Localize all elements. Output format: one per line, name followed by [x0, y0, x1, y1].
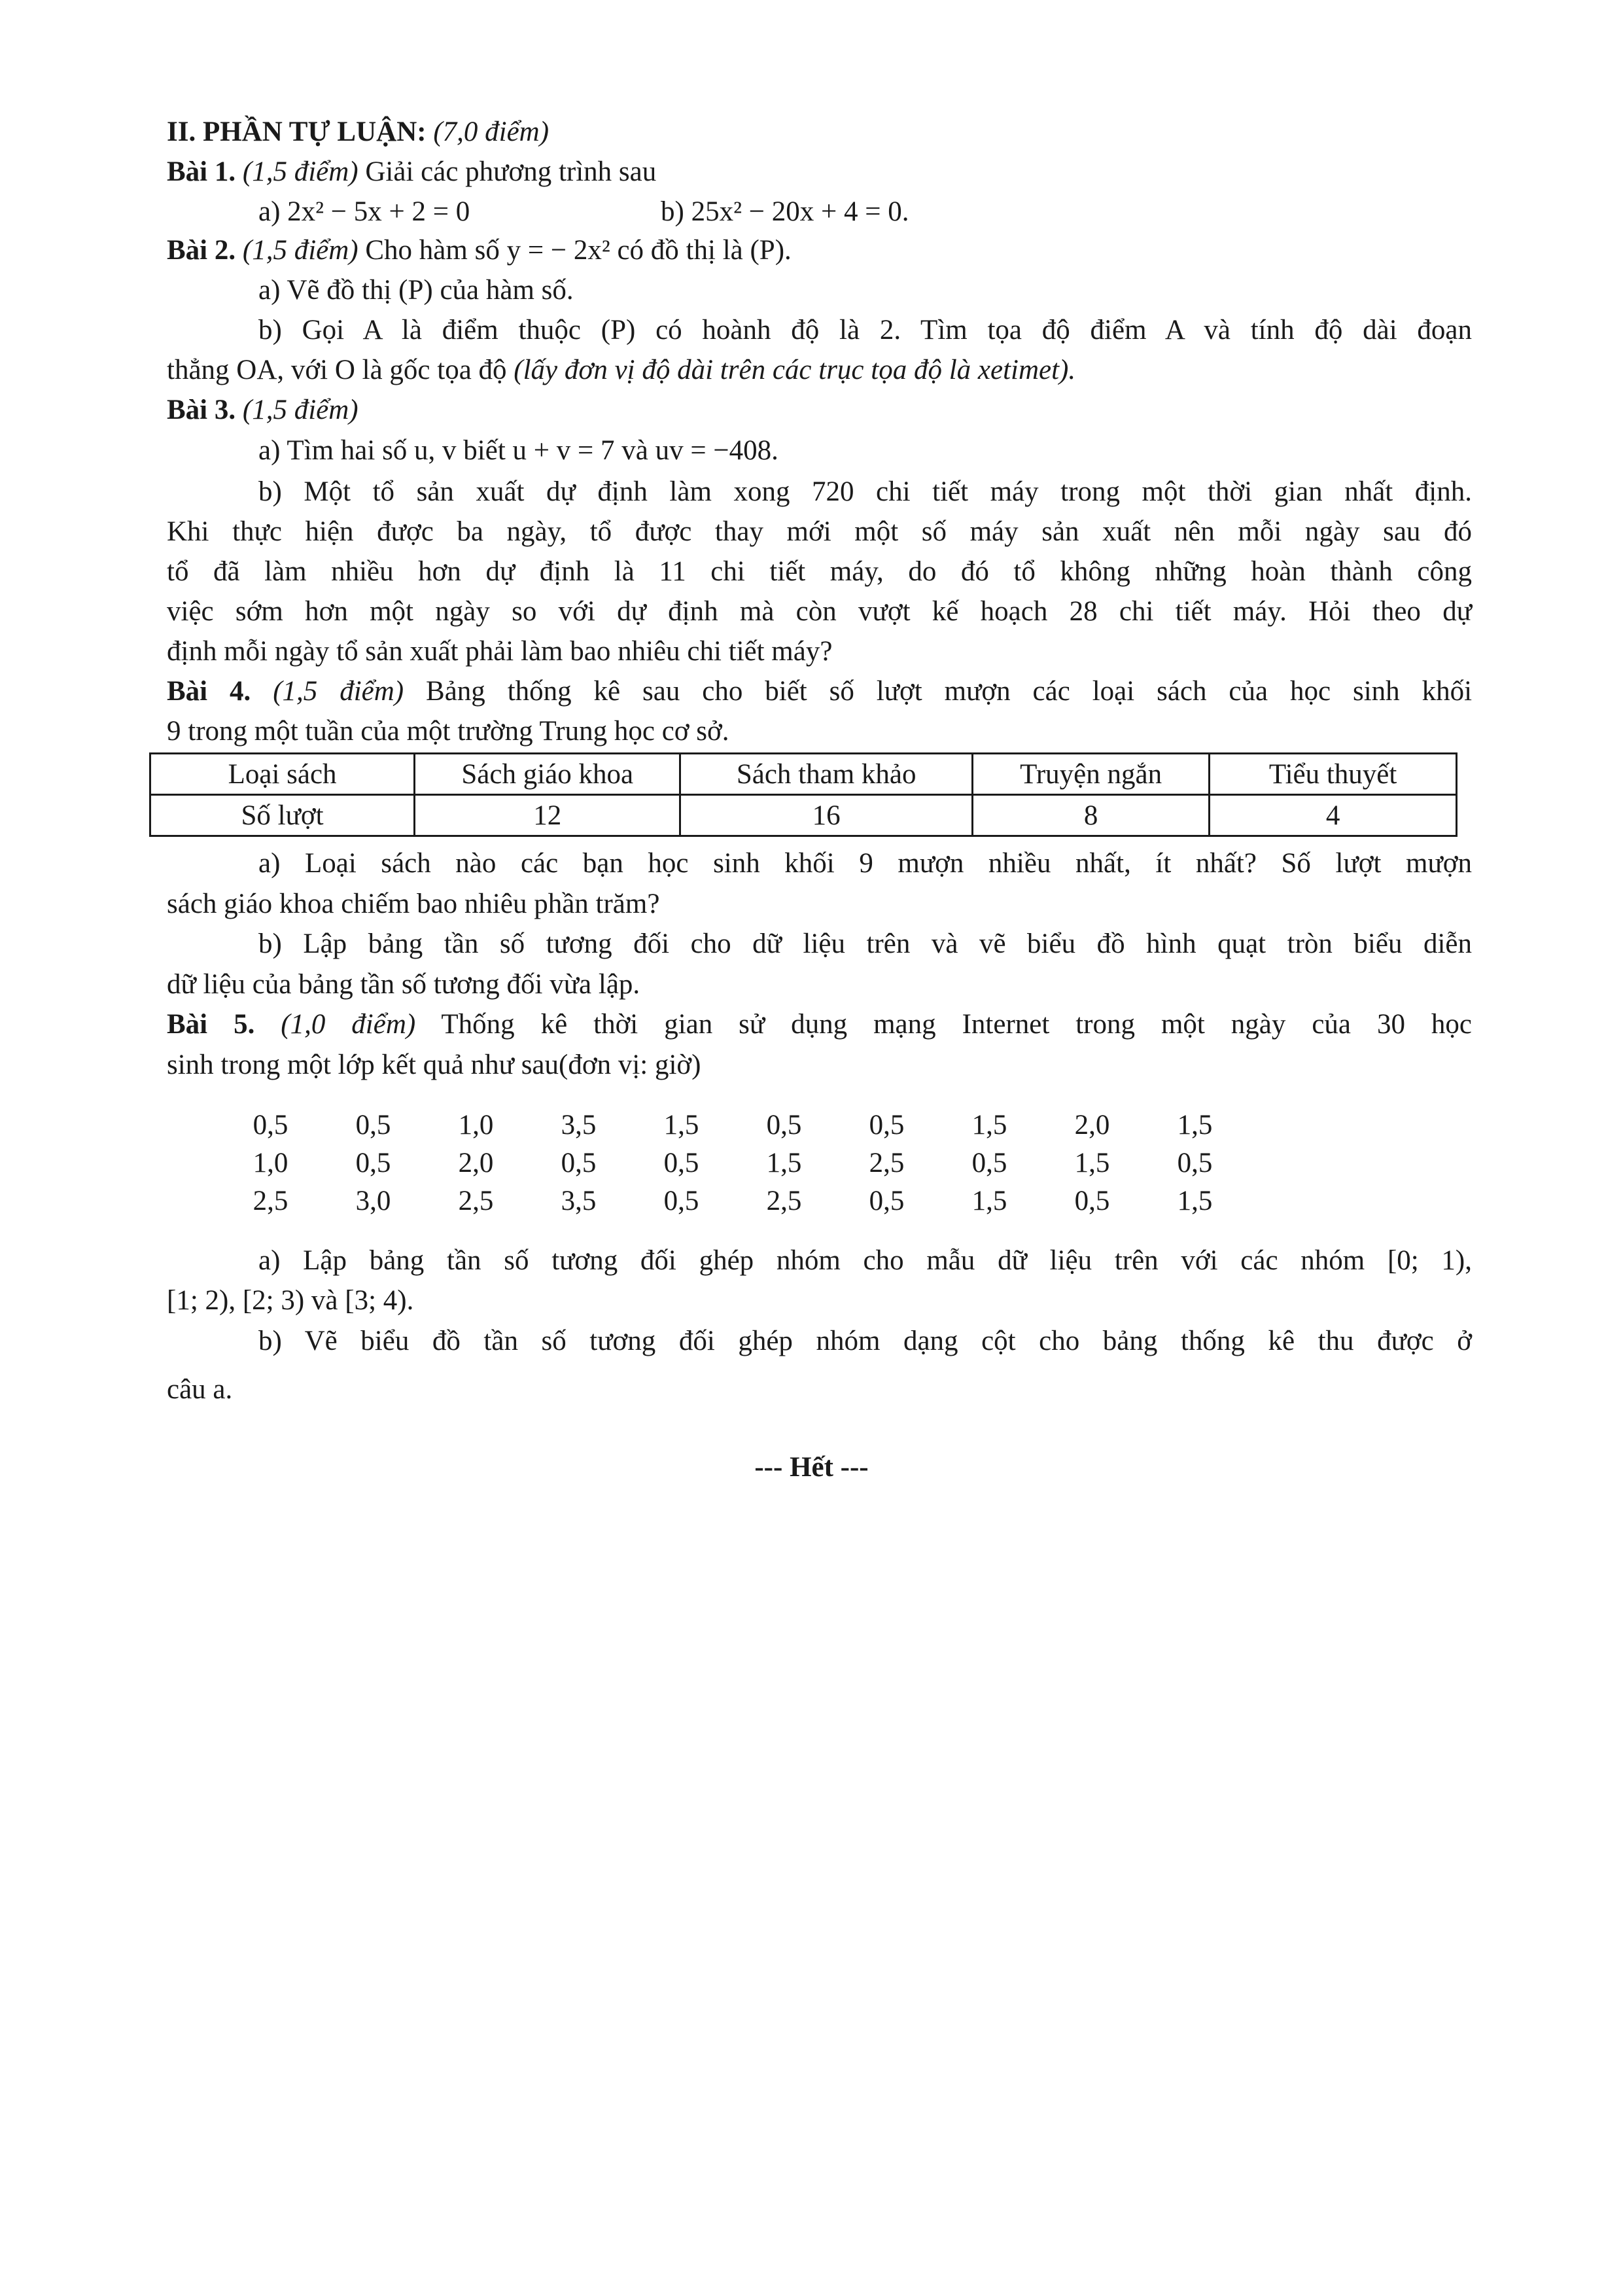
- data-value: 2,5: [869, 1147, 905, 1178]
- bai4-label: Bài 4.: [167, 676, 251, 707]
- data-row: [219, 1182, 1246, 1220]
- data-value: 1,5: [1177, 1185, 1213, 1216]
- data-value: 1,5: [1074, 1147, 1110, 1178]
- bai2-part-b-line1: b) Gọi A là điểm thuộc (P) có hoành độ là 2. Tìm tọa độ điểm A và tính độ dài đoạn: [258, 315, 1472, 345]
- section-heading: [167, 118, 549, 146]
- bai3-label: Bài 3.: [167, 395, 236, 425]
- data-value: 1,5: [971, 1185, 1007, 1216]
- data-value: 0,5: [663, 1185, 699, 1216]
- bai5-part-b-line1: b) Vẽ biểu đồ tần số tương đối ghép nhóm dạng cột cho bảng thống kê thu được ở: [258, 1326, 1472, 1356]
- data-value: 0,5: [663, 1147, 699, 1178]
- data-row: [219, 1144, 1246, 1182]
- bai4-stats-table: [149, 752, 1457, 837]
- bai4-points: (1,5 điểm): [273, 676, 404, 707]
- data-value: 0,5: [869, 1185, 905, 1216]
- bai5-label: Bài 5.: [167, 1009, 255, 1040]
- data-value: 2,0: [1074, 1109, 1110, 1140]
- data-row: [219, 1106, 1246, 1144]
- bai1-points: (1,5 điểm): [242, 156, 358, 187]
- data-value: 0,5: [971, 1147, 1007, 1178]
- bai5-part-b-line2: câu a.: [167, 1374, 233, 1405]
- table-cell: Sách giáo khoa: [415, 754, 680, 795]
- bai3-part-a: a) Tìm hai số u, v biết u + v = 7 và uv = −408.: [258, 435, 778, 466]
- bai5-text-line2: sinh trong một lớp kết quả như sau(đơn vị: giờ): [167, 1050, 701, 1080]
- table-cell: Truyện ngắn: [973, 754, 1210, 795]
- bai5-text-line1: Thống kê thời gian sử dụng mạng Internet trong một ngày của 30 học: [441, 1009, 1472, 1040]
- bai4-text-line2: 9 trong một tuần của một trường Trung học cơ sở.: [167, 716, 729, 747]
- bai1-part-a: a) 2x² − 5x + 2 = 0: [258, 196, 470, 227]
- data-value: 0,5: [253, 1109, 288, 1140]
- table-header-row: [150, 754, 1457, 795]
- bai1-heading: [167, 158, 656, 186]
- data-value: 0,5: [766, 1109, 802, 1140]
- bai5-part-a-line1: a) Lập bảng tần số tương đối ghép nhóm cho mẫu dữ liệu trên với các nhóm [0; 1),: [258, 1245, 1472, 1276]
- bai3-part-b-line4: việc sớm hơn một ngày so với dự định mà còn vượt kế hoạch 28 chi tiết máy. Hỏi theo dự: [167, 596, 1472, 627]
- bai5-part-a-line2: [1; 2), [2; 3) và [3; 4).: [167, 1285, 414, 1316]
- bai2-text: Cho hàm số y = − 2x² có đồ thị là (P).: [365, 235, 792, 266]
- data-value: 1,5: [663, 1109, 699, 1140]
- bai4-heading: [167, 677, 1472, 705]
- table-cell: 12: [415, 795, 680, 836]
- data-value: 1,0: [458, 1109, 494, 1140]
- data-value: 1,5: [971, 1109, 1007, 1140]
- data-value: 2,5: [253, 1185, 288, 1216]
- data-value: 1,5: [1177, 1109, 1213, 1140]
- end-marker: --- Hết ---: [754, 1452, 869, 1483]
- data-value: 0,5: [869, 1109, 905, 1140]
- bai5-heading: [167, 1010, 1472, 1038]
- data-value: 1,5: [766, 1147, 802, 1178]
- data-value: 1,0: [253, 1147, 288, 1178]
- bai1-label: Bài 1.: [167, 156, 236, 187]
- bai2-label: Bài 2.: [167, 235, 236, 266]
- bai4-part-b-line1: b) Lập bảng tần số tương đối cho dữ liệu trên và vẽ biểu đồ hình quạt tròn biểu diễn: [258, 928, 1472, 959]
- section-points: (7,0 điểm): [433, 116, 550, 147]
- table-cell: Tiểu thuyết: [1210, 754, 1457, 795]
- bai1-part-b: b) 25x² − 20x + 4 = 0.: [661, 196, 909, 227]
- data-value: 2,5: [458, 1185, 494, 1216]
- bai5-points: (1,0 điểm): [281, 1009, 416, 1040]
- bai4-part-a-line1: a) Loại sách nào các bạn học sinh khối 9 mượn nhiều nhất, ít nhất? Số lượt mượn: [258, 848, 1472, 879]
- bai2-part-b-line2: [167, 356, 1075, 384]
- section-title: II. PHẦN TỰ LUẬN:: [167, 116, 427, 147]
- data-value: 0,5: [1177, 1147, 1213, 1178]
- bai3-part-b-line1: b) Một tổ sản xuất dự định làm xong 720 chi tiết máy trong một thời gian nhất định.: [258, 476, 1472, 507]
- bai2-part-a: a) Vẽ đồ thị (P) của hàm số.: [258, 275, 574, 306]
- bai3-part-b-line3: tổ đã làm nhiều hơn dự định là 11 chi tiết máy, do đó tổ không những hoàn thành công: [167, 556, 1472, 587]
- bai4-part-a-line2: sách giáo khoa chiếm bao nhiêu phần trăm?: [167, 889, 660, 919]
- bai2-points: (1,5 điểm): [242, 235, 358, 266]
- data-value: 2,5: [766, 1185, 802, 1216]
- data-value: 2,0: [458, 1147, 494, 1178]
- table-cell: 16: [680, 795, 973, 836]
- table-cell: Sách tham khảo: [680, 754, 973, 795]
- data-value: 3,5: [561, 1109, 597, 1140]
- data-value: 0,5: [1074, 1185, 1110, 1216]
- data-value: 3,5: [561, 1185, 597, 1216]
- bai3-points: (1,5 điểm): [242, 395, 358, 425]
- bai4-text-line1: Bảng thống kê sau cho biết số lượt mượn các loại sách của học sinh khối: [426, 676, 1473, 707]
- table-cell: Loại sách: [150, 754, 415, 795]
- data-value: 0,5: [561, 1147, 597, 1178]
- bai2-heading: [167, 236, 792, 264]
- bai2-part-b-note: (lấy đơn vị độ dài trên các trục tọa độ là xetimet).: [514, 355, 1076, 385]
- table-cell: 4: [1210, 795, 1457, 836]
- data-value: 0,5: [355, 1109, 391, 1140]
- bai4-part-b-line2: dữ liệu của bảng tần số tương đối vừa lập.: [167, 969, 640, 1000]
- bai2-part-b-text: thẳng OA, với O là gốc tọa độ: [167, 355, 507, 385]
- bai3-heading: [167, 396, 358, 424]
- table-cell: Số lượt: [150, 795, 415, 836]
- data-value: 0,5: [355, 1147, 391, 1178]
- bai1-text: Giải các phương trình sau: [365, 156, 657, 187]
- table-cell: 8: [973, 795, 1210, 836]
- bai3-part-b-line2: Khi thực hiện được ba ngày, tổ được thay mới một số máy sản xuất nên mỗi ngày sau đó: [167, 516, 1472, 547]
- data-value: 3,0: [355, 1185, 391, 1216]
- bai3-part-b-line5: định mỗi ngày tổ sản xuất phải làm bao nhiêu chi tiết máy?: [167, 636, 833, 667]
- table-data-row: [150, 795, 1457, 836]
- bai5-data-grid: [219, 1106, 1246, 1220]
